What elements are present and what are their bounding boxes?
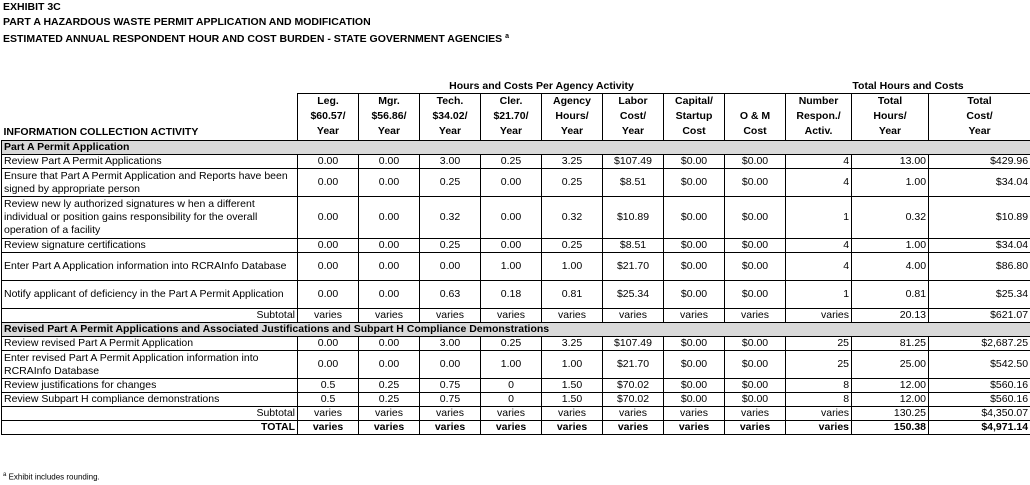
cler-cell: 0.00 <box>481 197 542 239</box>
number-cell: 1 <box>786 281 852 309</box>
total-cost-cell: $542.50 <box>929 351 1030 379</box>
tech-cell: 0.25 <box>420 239 481 253</box>
hours-cell: varies <box>542 421 603 435</box>
mgr-cell: 0.00 <box>359 169 420 197</box>
hours-cell: 1.00 <box>542 253 603 281</box>
hours-cell: varies <box>542 309 603 323</box>
tech-cell: 0.25 <box>420 169 481 197</box>
mgr-cell: 0.00 <box>359 155 420 169</box>
number-cell: 25 <box>786 337 852 351</box>
total-hours-cell: 81.25 <box>852 337 929 351</box>
tech-cell: 0.00 <box>420 351 481 379</box>
mgr-cell: 0.00 <box>359 281 420 309</box>
total-hours-cell: 13.00 <box>852 155 929 169</box>
tech-cell: 0.32 <box>420 197 481 239</box>
total-cost-cell: $621.07 <box>929 309 1030 323</box>
leg-cell: 0.00 <box>298 253 359 281</box>
column-header-mgr: Mgr. $56.86/ Year <box>359 94 420 141</box>
total-cost-cell: $4,350.07 <box>929 407 1030 421</box>
column-header-tech: Tech. $34.02/ Year <box>420 94 481 141</box>
om-cell: $0.00 <box>725 253 786 281</box>
tech-cell: varies <box>420 421 481 435</box>
capital-cell: varies <box>664 421 725 435</box>
tech-cell: 0.00 <box>420 253 481 281</box>
capital-cell: varies <box>664 309 725 323</box>
total-cost-cell: $10.89 <box>929 197 1030 239</box>
exhibit-label: EXHIBIT 3C <box>3 1 61 13</box>
capital-cell: $0.00 <box>664 253 725 281</box>
labor-cell: $8.51 <box>603 239 664 253</box>
total-cost-cell: $560.16 <box>929 379 1030 393</box>
hours-cell: 1.00 <box>542 351 603 379</box>
capital-cell: $0.00 <box>664 337 725 351</box>
leg-cell: 0.00 <box>298 169 359 197</box>
leg-cell: 0.00 <box>298 197 359 239</box>
hours-cell: 1.50 <box>542 393 603 407</box>
mgr-cell: 0.25 <box>359 379 420 393</box>
labor-cell: varies <box>603 309 664 323</box>
tech-cell: varies <box>420 309 481 323</box>
footnote: $^a$ Exhibit includes rounding. <box>3 472 100 482</box>
cler-cell: 1.00 <box>481 351 542 379</box>
tech-cell: 3.00 <box>420 337 481 351</box>
mgr-cell: varies <box>359 407 420 421</box>
cler-cell: 0.18 <box>481 281 542 309</box>
labor-cell: $70.02 <box>603 393 664 407</box>
hours-cell: 0.25 <box>542 169 603 197</box>
column-header-number: Number Respon./ Activ. <box>786 94 852 141</box>
table-row <box>2 379 1030 393</box>
leg-cell: 0.00 <box>298 239 359 253</box>
activity-cell: Notify applicant of deficiency in the Part A Permit Application <box>2 281 298 309</box>
tech-cell: 3.00 <box>420 155 481 169</box>
cler-cell: varies <box>481 421 542 435</box>
om-cell: $0.00 <box>725 155 786 169</box>
om-cell: varies <box>725 407 786 421</box>
activity-cell: Review justifications for changes <box>2 379 298 393</box>
group-header-total: Total Hours and Costs <box>786 79 1030 94</box>
hours-cell: 0.32 <box>542 197 603 239</box>
column-header-activity: INFORMATION COLLECTION ACTIVITY <box>3 126 199 138</box>
column-header-capital: Capital/ Startup Cost <box>664 94 725 141</box>
total-row <box>2 421 1030 435</box>
capital-cell: $0.00 <box>664 393 725 407</box>
number-cell: 4 <box>786 155 852 169</box>
number-cell: varies <box>786 407 852 421</box>
om-cell: $0.00 <box>725 281 786 309</box>
cler-cell: varies <box>481 407 542 421</box>
cler-cell: 0 <box>481 379 542 393</box>
om-cell: $0.00 <box>725 239 786 253</box>
total-hours-cell: 150.38 <box>852 421 929 435</box>
leg-cell: 0.5 <box>298 393 359 407</box>
leg-cell: 0.00 <box>298 281 359 309</box>
om-cell: $0.00 <box>725 169 786 197</box>
labor-cell: $107.49 <box>603 337 664 351</box>
tech-cell: 0.75 <box>420 393 481 407</box>
leg-cell: 0.00 <box>298 351 359 379</box>
table-header <box>2 79 1030 141</box>
cler-cell: 0.00 <box>481 169 542 197</box>
section-title: Part A Permit Application <box>2 141 1030 155</box>
column-header-leg: Leg. $60.57/ Year <box>298 94 359 141</box>
document-title: ESTIMATED ANNUAL RESPONDENT HOUR AND COST BURDEN - STATE GOVERNMENT AGENCIES $^a$ <box>3 33 509 45</box>
mgr-cell: 0.00 <box>359 351 420 379</box>
labor-cell: $25.34 <box>603 281 664 309</box>
capital-cell: $0.00 <box>664 169 725 197</box>
capital-cell: $0.00 <box>664 281 725 309</box>
labor-cell: $8.51 <box>603 169 664 197</box>
column-header-cler: Cler. $21.70/ Year <box>481 94 542 141</box>
capital-cell: $0.00 <box>664 239 725 253</box>
total-hours-cell: 12.00 <box>852 379 929 393</box>
leg-cell: 0.00 <box>298 337 359 351</box>
hours-cell: 3.25 <box>542 337 603 351</box>
group-header-agency: Hours and Costs Per Agency Activity <box>298 79 786 94</box>
number-cell: 25 <box>786 351 852 379</box>
total-cost-cell: $2,687.25 <box>929 337 1030 351</box>
total-cost-cell: $25.34 <box>929 281 1030 309</box>
total-hours-cell: 25.00 <box>852 351 929 379</box>
om-cell: varies <box>725 421 786 435</box>
cler-cell: 0.00 <box>481 239 542 253</box>
mgr-cell: 0.00 <box>359 239 420 253</box>
document-subtitle: PART A HAZARDOUS WASTE PERMIT APPLICATION AND MODIFICATION <box>3 16 371 28</box>
labor-cell: $107.49 <box>603 155 664 169</box>
number-cell: 1 <box>786 197 852 239</box>
activity-cell: Review signature certifications <box>2 239 298 253</box>
capital-cell: varies <box>664 407 725 421</box>
total-cost-cell: $4,971.14 <box>929 421 1030 435</box>
table-row <box>2 197 1030 239</box>
subtotal-row <box>2 407 1030 421</box>
total-cost-cell: $429.96 <box>929 155 1030 169</box>
leg-cell: varies <box>298 407 359 421</box>
leg-cell: 0.00 <box>298 155 359 169</box>
number-cell: varies <box>786 421 852 435</box>
table-row <box>2 281 1030 309</box>
activity-cell: Enter Part A Application information into RCRAInfo Database <box>2 253 298 281</box>
cler-cell: 0 <box>481 393 542 407</box>
leg-cell: 0.5 <box>298 379 359 393</box>
cler-cell: 0.25 <box>481 337 542 351</box>
burden-table <box>1 79 1030 435</box>
mgr-cell: 0.00 <box>359 197 420 239</box>
activity-cell: Review Part A Permit Applications <box>2 155 298 169</box>
labor-cell: $10.89 <box>603 197 664 239</box>
number-cell: 8 <box>786 379 852 393</box>
tech-cell: varies <box>420 407 481 421</box>
activity-cell: Review revised Part A Permit Application <box>2 337 298 351</box>
labor-cell: $21.70 <box>603 351 664 379</box>
hours-cell: 3.25 <box>542 155 603 169</box>
activity-cell: Review Subpart H compliance demonstrations <box>2 393 298 407</box>
footnote-marker: a <box>505 33 509 40</box>
hours-cell: 0.25 <box>542 239 603 253</box>
total-hours-cell: 1.00 <box>852 169 929 197</box>
table-row <box>2 351 1030 379</box>
table-row <box>2 169 1030 197</box>
column-header-agency-hours: Agency Hours/ Year <box>542 94 603 141</box>
number-cell: varies <box>786 309 852 323</box>
total-hours-cell: 130.25 <box>852 407 929 421</box>
total-hours-cell: 20.13 <box>852 309 929 323</box>
total-cost-cell: $86.80 <box>929 253 1030 281</box>
capital-cell: $0.00 <box>664 351 725 379</box>
capital-cell: $0.00 <box>664 197 725 239</box>
subtotal-row <box>2 309 1030 323</box>
section-header <box>2 323 1030 337</box>
total-cost-cell: $34.04 <box>929 169 1030 197</box>
capital-cell: $0.00 <box>664 155 725 169</box>
table-row <box>2 393 1030 407</box>
cler-cell: varies <box>481 309 542 323</box>
om-cell: varies <box>725 309 786 323</box>
labor-cell: varies <box>603 421 664 435</box>
table-row <box>2 337 1030 351</box>
leg-cell: varies <box>298 309 359 323</box>
total-hours-cell: 12.00 <box>852 393 929 407</box>
table-body <box>2 141 1030 435</box>
mgr-cell: varies <box>359 421 420 435</box>
column-header-labor-cost: Labor Cost/ Year <box>603 94 664 141</box>
section-title: Revised Part A Permit Applications and Associated Justifications and Subpart H Compliance Demonstrations <box>2 323 1030 337</box>
mgr-cell: varies <box>359 309 420 323</box>
mgr-cell: 0.25 <box>359 393 420 407</box>
table-row <box>2 239 1030 253</box>
tech-cell: 0.63 <box>420 281 481 309</box>
mgr-cell: 0.00 <box>359 337 420 351</box>
om-cell: $0.00 <box>725 393 786 407</box>
subtotal-label: Subtotal <box>2 407 298 421</box>
cler-cell: 1.00 <box>481 253 542 281</box>
total-cost-cell: $560.16 <box>929 393 1030 407</box>
section-header <box>2 141 1030 155</box>
total-hours-cell: 1.00 <box>852 239 929 253</box>
labor-cell: varies <box>603 407 664 421</box>
total-cost-cell: $34.04 <box>929 239 1030 253</box>
tech-cell: 0.75 <box>420 379 481 393</box>
labor-cell: $21.70 <box>603 253 664 281</box>
subtotal-label: Subtotal <box>2 309 298 323</box>
number-cell: 4 <box>786 169 852 197</box>
hours-cell: varies <box>542 407 603 421</box>
om-cell: $0.00 <box>725 337 786 351</box>
activity-cell: Review new ly authorized signatures w hen a different individual or position gains responsibility for the overall operation of a facility <box>2 197 298 239</box>
number-cell: 4 <box>786 253 852 281</box>
total-label: TOTAL <box>2 421 298 435</box>
labor-cell: $70.02 <box>603 379 664 393</box>
mgr-cell: 0.00 <box>359 253 420 281</box>
table-row <box>2 253 1030 281</box>
leg-cell: varies <box>298 421 359 435</box>
column-header-om: O & M Cost <box>725 94 786 141</box>
total-hours-cell: 0.32 <box>852 197 929 239</box>
om-cell: $0.00 <box>725 351 786 379</box>
total-hours-cell: 0.81 <box>852 281 929 309</box>
total-hours-cell: 4.00 <box>852 253 929 281</box>
om-cell: $0.00 <box>725 197 786 239</box>
hours-cell: 0.81 <box>542 281 603 309</box>
activity-cell: Enter revised Part A Permit Application information into RCRAInfo Database <box>2 351 298 379</box>
activity-cell: Ensure that Part A Permit Application and Reports have been signed by appropriate person <box>2 169 298 197</box>
footnote-mark: a <box>3 472 7 478</box>
column-header-total-cost: Total Cost/ Year <box>929 94 1030 141</box>
hours-cell: 1.50 <box>542 379 603 393</box>
om-cell: $0.00 <box>725 379 786 393</box>
column-header-total-hours: Total Hours/ Year <box>852 94 929 141</box>
number-cell: 4 <box>786 239 852 253</box>
cler-cell: 0.25 <box>481 155 542 169</box>
capital-cell: $0.00 <box>664 379 725 393</box>
number-cell: 8 <box>786 393 852 407</box>
table-row <box>2 155 1030 169</box>
